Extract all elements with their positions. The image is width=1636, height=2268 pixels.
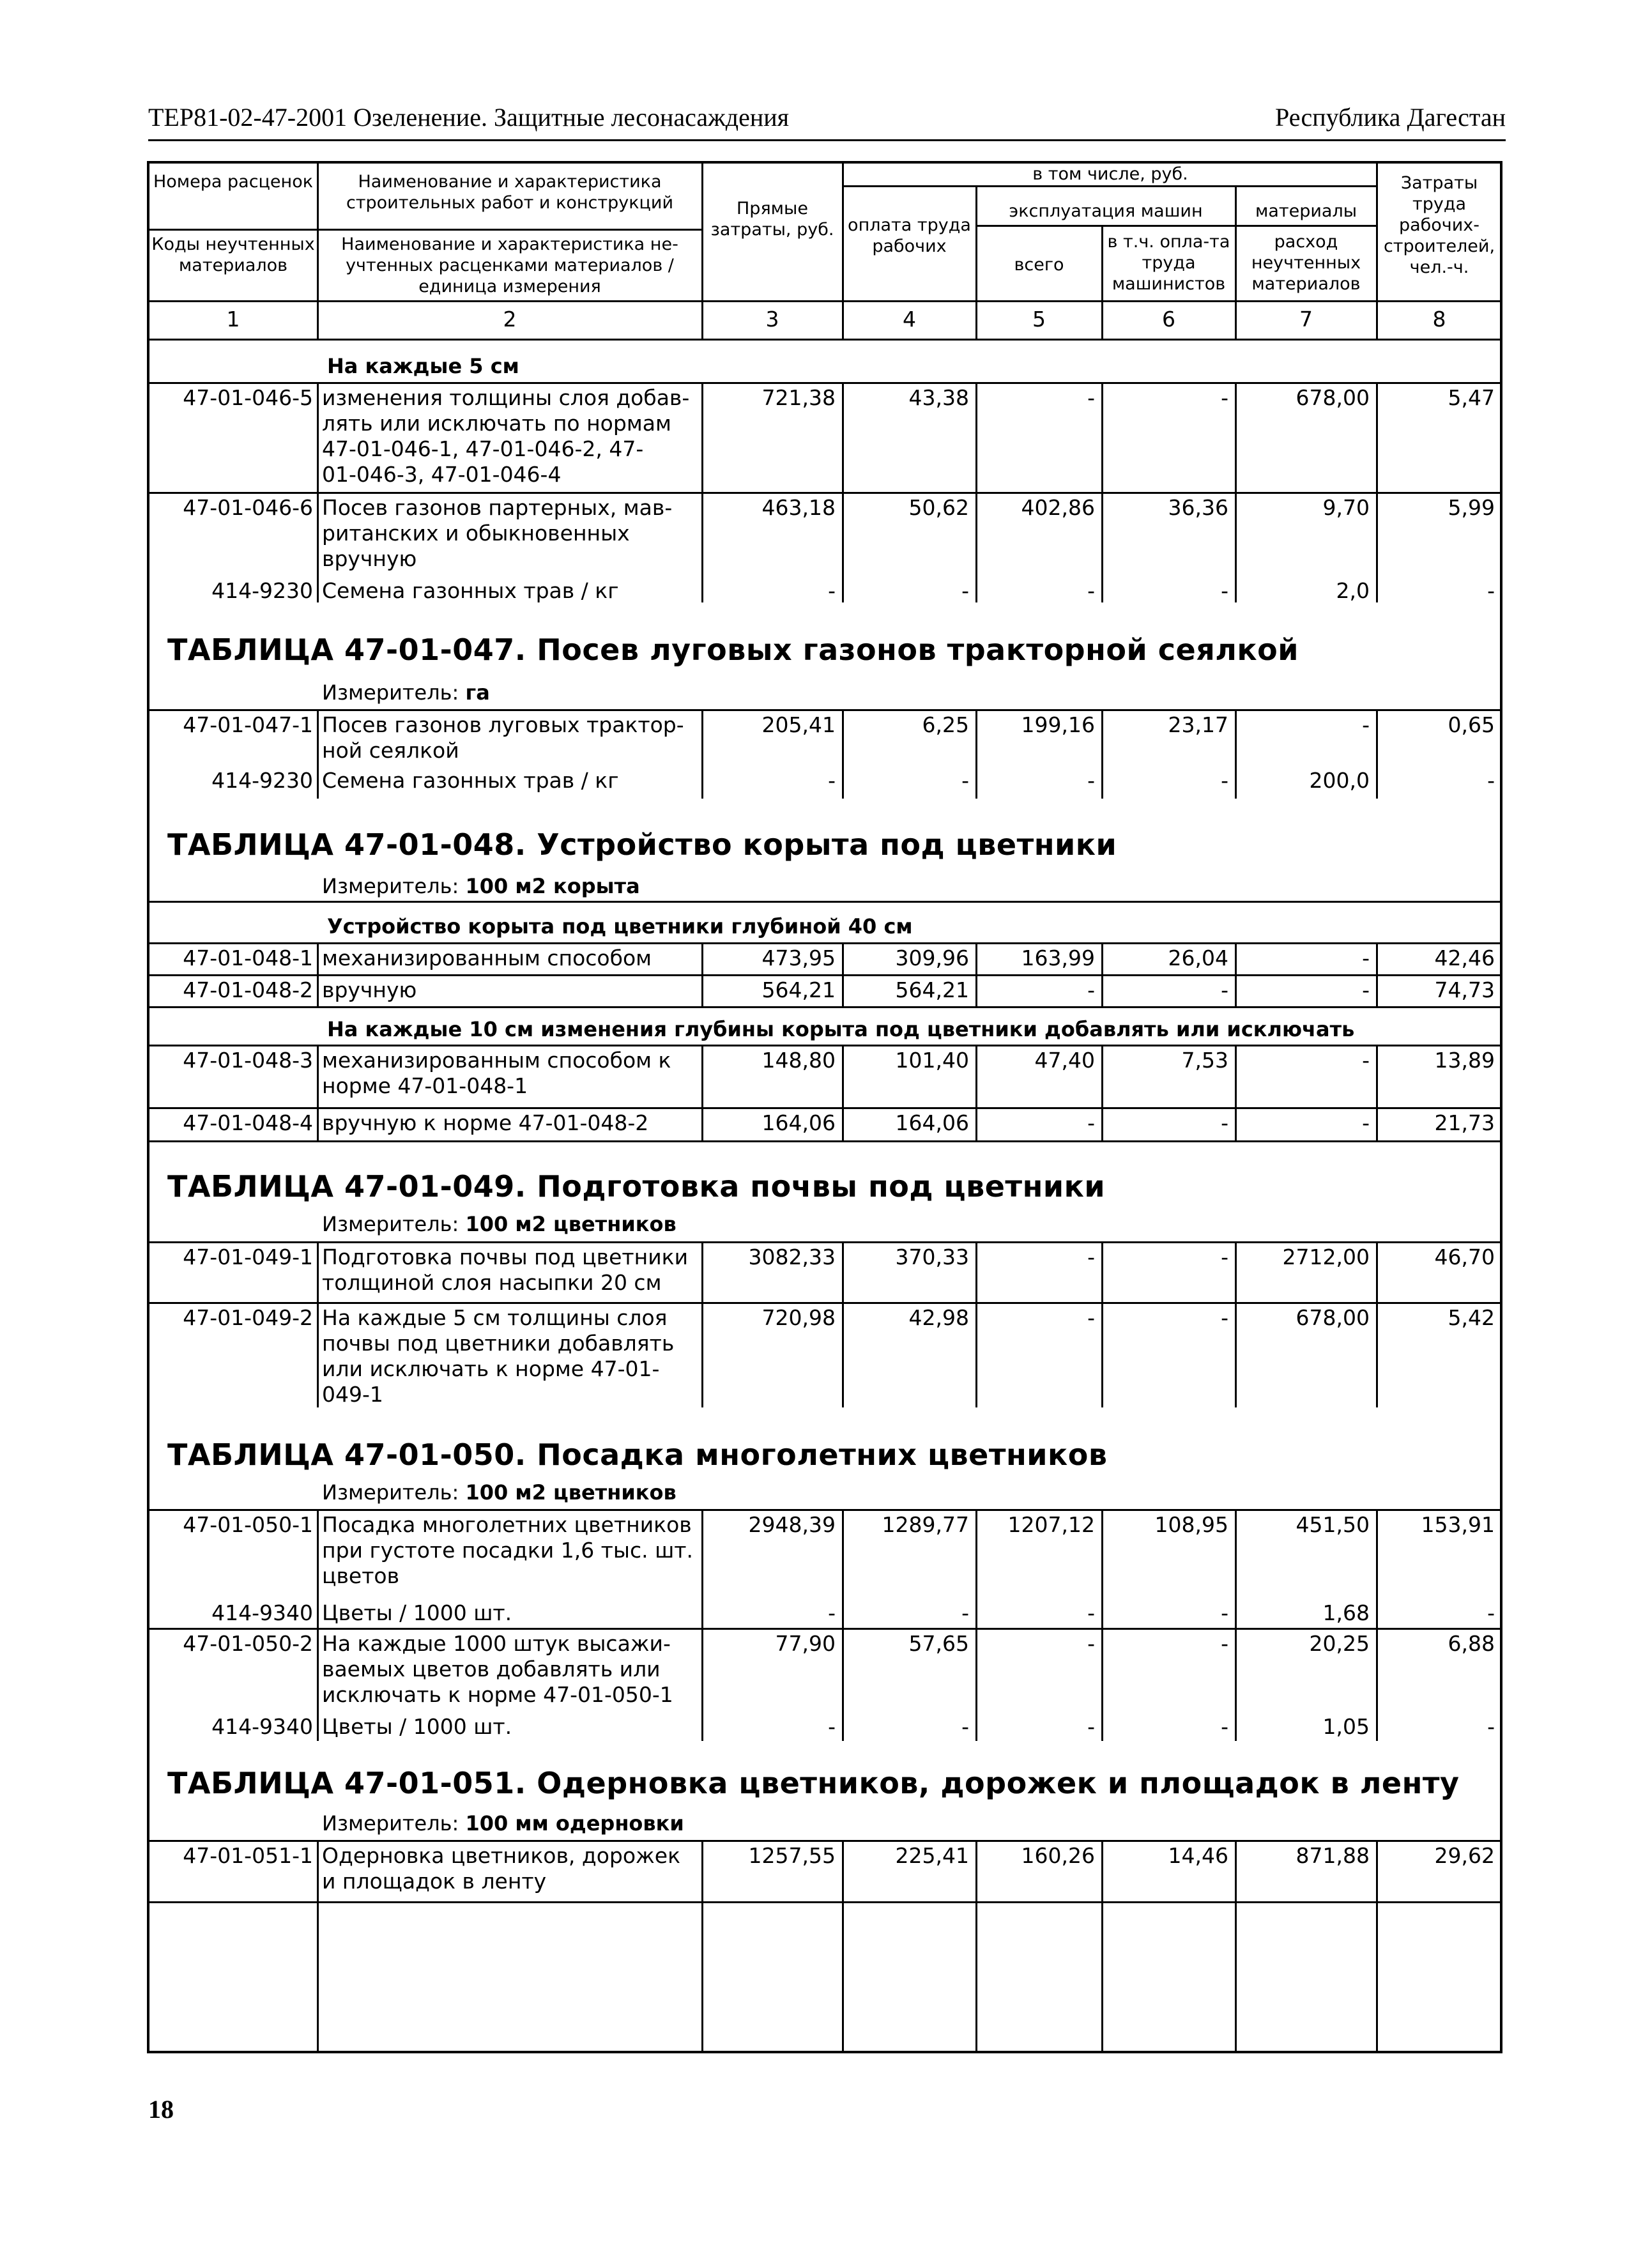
column-number: 2: [503, 307, 517, 332]
value-cell: 1,05: [1322, 1714, 1370, 1739]
col-divider: [842, 1045, 844, 1140]
row-rule: [149, 1302, 1501, 1304]
header-including: в том числе, руб.: [1032, 164, 1188, 184]
col-divider: [1376, 1840, 1378, 2051]
col-divider: [1101, 1241, 1103, 1407]
value-cell: -: [1487, 768, 1495, 793]
value-cell: 43,38: [908, 385, 969, 410]
measure-048: [322, 874, 640, 898]
header-rule-numbers: [149, 339, 1501, 341]
col-divider: [1376, 709, 1378, 799]
col-divider: [317, 1241, 319, 1407]
value-cell: 451,50: [1296, 1512, 1370, 1537]
col-divider: [842, 1241, 844, 1407]
value-cell: 463,18: [761, 495, 836, 520]
col-divider: [1376, 1045, 1378, 1140]
value-cell: 153,91: [1421, 1512, 1495, 1537]
description-line: ританских и обыкновенных: [322, 521, 630, 546]
rate-code: 414-9230: [211, 768, 313, 793]
value-cell: 1289,77: [882, 1512, 969, 1537]
header-labor-costs: Затраты труда рабочих-строителей, чел.-ч.: [1383, 173, 1495, 277]
work-description: [322, 1110, 699, 1136]
value-cell: 1257,55: [748, 1843, 836, 1868]
measure-unit: 100 м2 цветников: [465, 1480, 677, 1505]
header-operators-pay: в т.ч. опла-та труда машинистов: [1107, 232, 1230, 294]
col-divider: [1235, 709, 1237, 799]
work-description: [322, 1512, 699, 1589]
subsection-label: На каждые 10 см изменения глубины корыта под цветники добавлять или исключать: [327, 1017, 1355, 1041]
rate-code: 47-01-049-1: [183, 1245, 313, 1269]
col-divider: [1376, 1241, 1378, 1407]
description-line: Подготовка почвы под цветники: [322, 1245, 689, 1269]
col-divider: [1235, 1840, 1237, 2051]
table-title-050: ТАБЛИЦА 47-01-050. Посадка многолетних цветников: [167, 1437, 1108, 1472]
work-description: [322, 1714, 699, 1740]
work-description: [322, 1600, 699, 1626]
description-line: ной сеялкой: [322, 738, 459, 763]
value-cell: 7,53: [1181, 1048, 1228, 1073]
col-divider: [317, 1045, 319, 1140]
value-cell: 309,96: [895, 946, 969, 970]
col-divider: [1101, 942, 1103, 1006]
running-header: [148, 102, 1506, 141]
col-divider: [701, 1840, 703, 2051]
col-divider: [975, 1045, 977, 1140]
value-cell: 678,00: [1296, 385, 1370, 410]
page-number: 18: [148, 2095, 174, 2124]
value-cell: 101,40: [895, 1048, 969, 1073]
measure-050: [322, 1480, 677, 1505]
value-cell: 402,86: [1021, 495, 1095, 520]
value-cell: 720,98: [761, 1305, 836, 1330]
col-divider: [317, 942, 319, 1006]
value-cell: 57,65: [908, 1631, 969, 1656]
value-cell: -: [828, 578, 836, 603]
value-cell: -: [1087, 1631, 1095, 1656]
col-divider: [701, 1509, 703, 1741]
col-divider: [842, 1509, 844, 1741]
rate-code: 47-01-047-1: [183, 712, 313, 737]
row-rule: [149, 1628, 1501, 1630]
value-cell: 163,99: [1021, 946, 1095, 970]
column-number: 8: [1432, 307, 1446, 332]
col-divider: [1376, 942, 1378, 1006]
row-rule: [149, 1901, 1501, 1903]
value-cell: 564,21: [761, 977, 836, 1002]
value-cell: 42,46: [1434, 946, 1495, 970]
value-cell: -: [1221, 768, 1228, 793]
row-rule: [149, 1006, 1501, 1008]
description-line: 01-046-3, 47-01-046-4: [322, 462, 562, 487]
description-line: Одерновка цветников, дорожек: [322, 1843, 681, 1868]
row-rule: [149, 1140, 1501, 1142]
work-description: [322, 768, 699, 793]
value-cell: 5,47: [1448, 385, 1495, 410]
value-cell: -: [1487, 578, 1495, 603]
table-title-051: ТАБЛИЦА 47-01-051. Одерновка цветников, дорожек и площадок в ленту: [167, 1766, 1460, 1800]
rate-code: 47-01-048-2: [183, 977, 313, 1002]
value-cell: -: [1087, 1245, 1095, 1269]
value-cell: 1,68: [1322, 1600, 1370, 1625]
row-rule: [149, 1509, 1501, 1511]
col-divider: [701, 942, 703, 1006]
value-cell: 108,95: [1154, 1512, 1228, 1537]
column-number: 3: [765, 307, 779, 332]
work-description: [322, 1245, 699, 1296]
header-rule-split: [149, 229, 701, 231]
description-line: изменения толщины слоя добав-: [322, 385, 690, 410]
value-cell: 678,00: [1296, 1305, 1370, 1330]
description-line: На каждые 1000 штук высажи-: [322, 1631, 671, 1656]
rate-code: 47-01-048-1: [183, 946, 313, 970]
col-divider: [1235, 1241, 1237, 1407]
header-unaccounted-materials: расход неучтенных материалов: [1251, 232, 1361, 294]
header-col-divider: [842, 164, 844, 339]
row-rule: [149, 1840, 1501, 1842]
rate-code: 47-01-046-6: [183, 495, 313, 520]
value-cell: 13,89: [1434, 1048, 1495, 1073]
value-cell: -: [1221, 977, 1228, 1002]
value-cell: -: [1221, 1714, 1228, 1739]
header-col-divider: [1376, 164, 1378, 339]
description-line: цветов: [322, 1563, 400, 1588]
description-line: Посев газонов партерных, мав-: [322, 495, 673, 520]
value-cell: -: [1221, 1245, 1228, 1269]
col-divider: [1101, 1045, 1103, 1140]
col-divider: [1376, 1509, 1378, 1741]
value-cell: -: [828, 1714, 836, 1739]
description-line: На каждые 5 см толщины слоя: [322, 1305, 668, 1330]
value-cell: 29,62: [1434, 1843, 1495, 1868]
value-cell: 721,38: [761, 385, 836, 410]
work-description: [322, 385, 699, 487]
value-cell: 160,26: [1021, 1843, 1095, 1868]
col-divider: [975, 942, 977, 1006]
rate-code: 47-01-050-2: [183, 1631, 313, 1656]
header-rule: [148, 139, 1506, 141]
work-description: [322, 495, 699, 572]
description-line: или исключать к норме 47-01-: [322, 1356, 660, 1381]
header-material-name: Наименование и характеристика не-учтенных расценками материалов / единица измерения: [341, 234, 678, 296]
value-cell: 3082,33: [748, 1245, 836, 1269]
measure-unit: га: [465, 680, 490, 705]
value-cell: 21,73: [1434, 1110, 1495, 1135]
value-cell: -: [1362, 1048, 1370, 1073]
header-direct-costs: Прямые затраты, руб.: [710, 199, 834, 240]
header-col-divider: [975, 185, 977, 339]
value-cell: 26,04: [1168, 946, 1228, 970]
table-title-048: ТАБЛИЦА 47-01-048. Устройство корыта под цветники: [167, 827, 1117, 862]
value-cell: 164,06: [895, 1110, 969, 1135]
description-line: вручную: [322, 546, 417, 571]
col-divider: [701, 1241, 703, 1407]
rate-code: 414-9340: [211, 1600, 313, 1625]
description-line: вручную к норме 47-01-048-2: [322, 1110, 649, 1135]
description-line: Посев газонов луговых трактор-: [322, 712, 684, 737]
col-divider: [701, 709, 703, 799]
measure-label: Измеритель:: [322, 874, 459, 898]
work-description: [322, 712, 699, 763]
description-line: и площадок в ленту: [322, 1869, 547, 1894]
col-divider: [975, 1840, 977, 2051]
value-cell: 5,99: [1448, 495, 1495, 520]
header-col-divider: [1235, 185, 1237, 339]
value-cell: -: [1221, 1305, 1228, 1330]
work-description: [322, 1305, 699, 1407]
value-cell: -: [1221, 1631, 1228, 1656]
col-divider: [842, 709, 844, 799]
measure-label: Измеритель:: [322, 680, 459, 705]
measure-unit: 100 мм одерновки: [465, 1811, 684, 1835]
col-divider: [842, 942, 844, 1006]
value-cell: 5,42: [1448, 1305, 1495, 1330]
description-line: Цветы / 1000 шт.: [322, 1714, 512, 1739]
description-line: лять или исключать по нормам: [322, 411, 671, 436]
value-cell: 205,41: [761, 712, 836, 737]
rate-code: 414-9340: [211, 1714, 313, 1739]
header-rule-sub: [975, 225, 1376, 227]
value-cell: 46,70: [1434, 1245, 1495, 1269]
value-cell: 2948,39: [748, 1512, 836, 1537]
row-rule: [149, 974, 1501, 976]
description-line: 47-01-046-1, 47-01-046-2, 47-: [322, 436, 644, 461]
col-divider: [1235, 942, 1237, 1006]
value-cell: -: [1087, 1714, 1095, 1739]
column-number: 1: [226, 307, 240, 332]
measure-label: Измеритель:: [322, 1212, 459, 1236]
rate-code: 47-01-050-1: [183, 1512, 313, 1537]
description-line: норме 47-01-048-1: [322, 1073, 528, 1098]
value-cell: -: [1221, 1600, 1228, 1625]
work-description: [322, 1631, 699, 1708]
col-divider: [975, 709, 977, 799]
description-line: почвы под цветники добавлять: [322, 1331, 675, 1356]
value-cell: 6,88: [1448, 1631, 1495, 1656]
value-cell: 20,25: [1309, 1631, 1370, 1656]
value-cell: -: [1487, 1714, 1495, 1739]
row-rule: [149, 709, 1501, 711]
description-line: при густоте посадки 1,6 тыс. шт.: [322, 1538, 693, 1563]
col-divider: [317, 1840, 319, 2051]
value-cell: -: [1221, 578, 1228, 603]
value-cell: -: [961, 1714, 969, 1739]
work-description: [322, 946, 699, 971]
subsection-label: Устройство корыта под цветники глубиной 40 см: [327, 914, 913, 939]
value-cell: 2712,00: [1282, 1245, 1370, 1269]
value-cell: 370,33: [895, 1245, 969, 1269]
column-number: 4: [903, 307, 916, 332]
header-materials: материалы: [1255, 201, 1357, 221]
value-cell: 6,25: [922, 712, 969, 737]
measure-051: [322, 1811, 684, 1835]
value-cell: 36,36: [1168, 495, 1228, 520]
value-cell: -: [1087, 1600, 1095, 1625]
description-line: исключать к норме 47-01-050-1: [322, 1682, 673, 1707]
value-cell: 47,40: [1034, 1048, 1095, 1073]
row-rule: [149, 492, 1501, 494]
value-cell: 564,21: [895, 977, 969, 1002]
header-col-divider: [701, 164, 703, 339]
col-divider: [1235, 1509, 1237, 1741]
column-number: 7: [1299, 307, 1313, 332]
value-cell: 1207,12: [1007, 1512, 1095, 1537]
col-divider: [317, 709, 319, 799]
value-cell: -: [1221, 1110, 1228, 1135]
value-cell: -: [828, 768, 836, 793]
header-rule-group: [842, 185, 1376, 187]
description-line: вручную: [322, 977, 417, 1002]
value-cell: 225,41: [895, 1843, 969, 1868]
col-divider: [317, 1509, 319, 1741]
description-line: Цветы / 1000 шт.: [322, 1600, 512, 1625]
value-cell: -: [1362, 946, 1370, 970]
header-col-divider: [317, 164, 319, 339]
value-cell: -: [1362, 1110, 1370, 1135]
work-description: [322, 977, 699, 1003]
value-cell: -: [1087, 578, 1095, 603]
description-line: ваемых цветов добавлять или: [322, 1657, 661, 1682]
row-rule: [149, 1241, 1501, 1243]
column-number: 5: [1032, 307, 1046, 332]
value-cell: -: [828, 1600, 836, 1625]
subsection-label: На каждые 5 см: [327, 354, 519, 378]
row-rule: [149, 901, 1501, 903]
measure-049: [322, 1212, 677, 1236]
value-cell: 199,16: [1021, 712, 1095, 737]
value-cell: -: [961, 578, 969, 603]
work-description: [322, 1048, 699, 1099]
header-machines-total: всего: [1014, 255, 1064, 275]
col-divider: [1101, 1840, 1103, 2051]
value-cell: 200,0: [1309, 768, 1370, 793]
description-line: механизированным способом: [322, 946, 652, 970]
measure-label: Измеритель:: [322, 1811, 459, 1835]
rate-code: 47-01-049-2: [183, 1305, 313, 1330]
value-cell: 473,95: [761, 946, 836, 970]
value-cell: 0,65: [1448, 712, 1495, 737]
row-rule: [149, 1045, 1501, 1046]
value-cell: -: [1487, 1600, 1495, 1625]
value-cell: 871,88: [1296, 1843, 1370, 1868]
col-divider: [701, 1045, 703, 1140]
value-cell: -: [961, 1600, 969, 1625]
rate-code: 47-01-046-5: [183, 385, 313, 410]
work-description: [322, 1843, 699, 1894]
value-cell: -: [1087, 1110, 1095, 1135]
value-cell: 148,80: [761, 1048, 836, 1073]
description-line: Семена газонных трав / кг: [322, 578, 619, 603]
value-cell: 23,17: [1168, 712, 1228, 737]
value-cell: 74,73: [1434, 977, 1495, 1002]
value-cell: -: [1362, 712, 1370, 737]
value-cell: 14,46: [1168, 1843, 1228, 1868]
value-cell: -: [1087, 1305, 1095, 1330]
value-cell: -: [961, 768, 969, 793]
value-cell: 77,90: [775, 1631, 836, 1656]
header-material-codes: Коды неучтенных материалов: [151, 234, 315, 275]
col-divider: [1235, 1045, 1237, 1140]
header-rate-numbers: Номера расценок: [153, 172, 314, 192]
row-rule: [149, 1107, 1501, 1109]
value-cell: 9,70: [1322, 495, 1370, 520]
value-cell: -: [1087, 768, 1095, 793]
col-divider: [975, 1241, 977, 1407]
description-line: толщиной слоя насыпки 20 см: [322, 1270, 662, 1295]
value-cell: 2,0: [1336, 578, 1370, 603]
measure-label: Измеритель:: [322, 1480, 459, 1505]
description-line: механизированным способом к: [322, 1048, 671, 1073]
description-line: Семена газонных трав / кг: [322, 768, 619, 793]
measure-unit: 100 м2 корыта: [465, 874, 640, 898]
rate-code: 414-9230: [211, 578, 313, 603]
value-cell: -: [1087, 385, 1095, 410]
value-cell: -: [1221, 385, 1228, 410]
rate-code: 47-01-051-1: [183, 1843, 313, 1868]
table-title-049: ТАБЛИЦА 47-01-049. Подготовка почвы под цветники: [167, 1169, 1106, 1204]
header-col-divider: [1101, 225, 1103, 339]
col-divider: [842, 1840, 844, 2051]
description-line: 049-1: [322, 1382, 383, 1407]
rate-code: 47-01-048-4: [183, 1110, 313, 1135]
column-number: 6: [1162, 307, 1175, 332]
region-name: Республика Дагестан: [1275, 103, 1506, 132]
header-rule-bottom: [149, 300, 1501, 302]
document-title: ТЕР81-02-47-2001 Озеленение. Защитные лесонасаждения: [148, 103, 790, 132]
value-cell: -: [1362, 977, 1370, 1002]
value-cell: -: [1087, 977, 1095, 1002]
measure-unit: 100 м2 цветников: [465, 1212, 677, 1236]
rate-code: 47-01-048-3: [183, 1048, 313, 1073]
value-cell: 50,62: [908, 495, 969, 520]
table-title-047: ТАБЛИЦА 47-01-047. Посев луговых газонов тракторной сеялкой: [167, 632, 1299, 667]
col-divider: [975, 1509, 977, 1741]
header-machines: эксплуатация машин: [1009, 201, 1203, 221]
row-rule: [149, 382, 1501, 384]
header-work-name: Наименование и характеристика строительных работ и конструкций: [346, 172, 674, 213]
row-rule: [149, 942, 1501, 944]
work-description: [322, 578, 699, 604]
value-cell: 164,06: [761, 1110, 836, 1135]
header-labor-pay: оплата труда рабочих: [848, 215, 971, 256]
description-line: Посадка многолетних цветников: [322, 1512, 692, 1537]
measure-047: [322, 680, 490, 705]
value-cell: 42,98: [908, 1305, 969, 1330]
col-divider: [1101, 1509, 1103, 1741]
col-divider: [1101, 709, 1103, 799]
